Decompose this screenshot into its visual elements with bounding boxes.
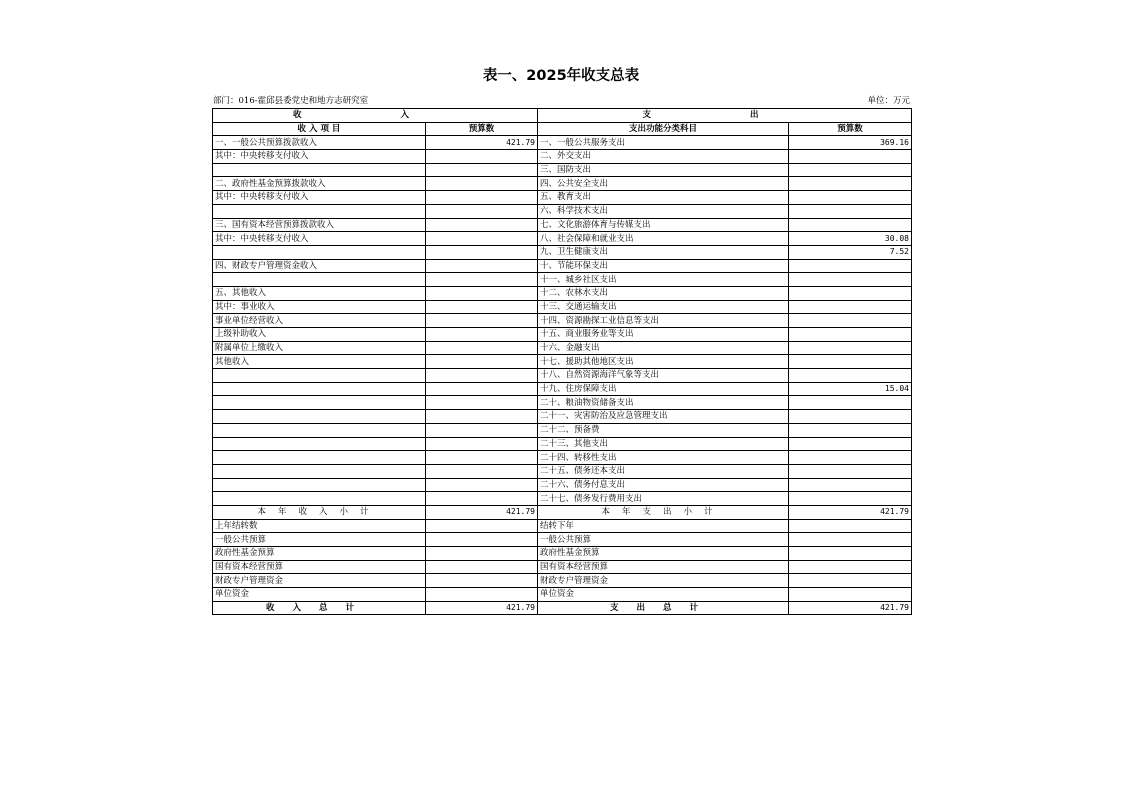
- expense-item: 二十七、债务发行费用支出: [538, 492, 789, 506]
- expense-item: 十七、援助其他地区支出: [538, 355, 789, 369]
- expense-item: 三、国防支出: [538, 163, 789, 177]
- table-row: [213, 177, 912, 191]
- income-item: 四、财政专户管理资金收入: [213, 259, 426, 273]
- income-value: [426, 369, 538, 383]
- table-row: [213, 191, 912, 205]
- income-item: [213, 410, 426, 424]
- income-item: [213, 464, 426, 478]
- expense-value: [789, 410, 912, 424]
- income-value: [426, 355, 538, 369]
- income-item: [213, 163, 426, 177]
- expense-item: 十八、自然资源海洋气象等支出: [538, 369, 789, 383]
- expense-value: [789, 341, 912, 355]
- income-subtotal-label: 本年收入小计: [213, 505, 426, 519]
- income-item: [213, 369, 426, 383]
- department-label: 部门：016-霍邱县委党史和地方志研究室: [213, 96, 369, 106]
- expense-budget-header: 预算数: [789, 122, 912, 136]
- expense-item: 四、公共安全支出: [538, 177, 789, 191]
- expense-value: [789, 328, 912, 342]
- carry-income-item: 一般公共预算: [213, 533, 426, 547]
- budget-summary-table: [212, 108, 912, 615]
- expense-value: [789, 218, 912, 232]
- income-item: 其他收入: [213, 355, 426, 369]
- expense-subtotal-label: 本年支出小计: [538, 505, 789, 519]
- expense-value: [789, 478, 912, 492]
- income-item: [213, 478, 426, 492]
- table-row: [213, 423, 912, 437]
- expense-value: [789, 423, 912, 437]
- carry-row: [213, 519, 912, 533]
- expense-item: 十九、住房保障支出: [538, 382, 789, 396]
- table-row: [213, 396, 912, 410]
- table-row: [213, 218, 912, 232]
- table-body: [213, 109, 912, 615]
- expense-item: 九、卫生健康支出: [538, 245, 789, 259]
- income-item: [213, 492, 426, 506]
- income-value: [426, 273, 538, 287]
- income-value: [426, 191, 538, 205]
- expense-total-value: 421.79: [789, 601, 912, 615]
- income-budget-header: 预算数: [426, 122, 538, 136]
- income-value: [426, 218, 538, 232]
- carry-income-value: [426, 533, 538, 547]
- carry-income-value: [426, 519, 538, 533]
- income-item: 其中：事业收入: [213, 300, 426, 314]
- income-item: 五、其他收入: [213, 286, 426, 300]
- carry-expense-value: [789, 547, 912, 561]
- expense-value: [789, 286, 912, 300]
- income-value: [426, 341, 538, 355]
- expense-subtotal-value: 421.79: [789, 505, 912, 519]
- carry-expense-value: [789, 560, 912, 574]
- carry-income-value: [426, 574, 538, 588]
- income-value: [426, 492, 538, 506]
- income-item-header: 收 入 项 目: [213, 122, 426, 136]
- expense-value: [789, 396, 912, 410]
- expense-item: 七、文化旅游体育与传媒支出: [538, 218, 789, 232]
- subtotal-row: [213, 505, 912, 519]
- income-item: [213, 273, 426, 287]
- table-row: [213, 232, 912, 246]
- expense-item: 十三、交通运输支出: [538, 300, 789, 314]
- carry-row: [213, 533, 912, 547]
- income-header: 收 入: [213, 109, 538, 123]
- page-title: 表一、2025年收支总表: [482, 68, 640, 84]
- income-value: 421.79: [426, 136, 538, 150]
- table-row: [213, 286, 912, 300]
- expense-value: [789, 355, 912, 369]
- income-item: [213, 396, 426, 410]
- expense-item: 十六、金融支出: [538, 341, 789, 355]
- expense-value: [789, 451, 912, 465]
- carry-expense-item: 政府性基金预算: [538, 547, 789, 561]
- income-value: [426, 451, 538, 465]
- income-total-value: 421.79: [426, 601, 538, 615]
- carry-expense-item: 一般公共预算: [538, 533, 789, 547]
- income-item: [213, 437, 426, 451]
- carry-income-value: [426, 588, 538, 602]
- income-value: [426, 396, 538, 410]
- expense-value: [789, 300, 912, 314]
- income-value: [426, 245, 538, 259]
- table-row: [213, 328, 912, 342]
- expense-value: [789, 150, 912, 164]
- table-row: [213, 314, 912, 328]
- income-value: [426, 259, 538, 273]
- carry-expense-value: [789, 574, 912, 588]
- income-item: 三、国有资本经营预算拨款收入: [213, 218, 426, 232]
- unit-label: 单位：万元: [867, 96, 910, 106]
- expense-item: 二、外交支出: [538, 150, 789, 164]
- carry-row: [213, 560, 912, 574]
- expense-value: [789, 437, 912, 451]
- carry-row: [213, 588, 912, 602]
- table-row: [213, 163, 912, 177]
- table-row: [213, 410, 912, 424]
- income-item: 其中：中央转移支付收入: [213, 232, 426, 246]
- table-row: [213, 369, 912, 383]
- expense-item: 十四、资源勘探工业信息等支出: [538, 314, 789, 328]
- income-item: 上级补助收入: [213, 328, 426, 342]
- income-subtotal-value: 421.79: [426, 505, 538, 519]
- expense-value: [789, 464, 912, 478]
- expense-item: 二十四、转移性支出: [538, 451, 789, 465]
- income-value: [426, 410, 538, 424]
- income-value: [426, 300, 538, 314]
- income-item: [213, 382, 426, 396]
- carry-expense-value: [789, 519, 912, 533]
- expense-value: 30.08: [789, 232, 912, 246]
- carry-expense-value: [789, 533, 912, 547]
- expense-value: 7.52: [789, 245, 912, 259]
- expense-item: 十二、农林水支出: [538, 286, 789, 300]
- income-item: [213, 204, 426, 218]
- expense-value: [789, 492, 912, 506]
- expense-item: 五、教育支出: [538, 191, 789, 205]
- table-row: [213, 355, 912, 369]
- expense-item: 二十、粮油物资储备支出: [538, 396, 789, 410]
- income-value: [426, 464, 538, 478]
- header-row-2: [213, 122, 912, 136]
- expense-item: 十、节能环保支出: [538, 259, 789, 273]
- expense-item-header: 支出功能分类科目: [538, 122, 789, 136]
- income-value: [426, 382, 538, 396]
- carry-expense-value: [789, 588, 912, 602]
- expense-item: 二十六、债务付息支出: [538, 478, 789, 492]
- expense-header: 支 出: [538, 109, 912, 123]
- income-item: [213, 451, 426, 465]
- expense-value: [789, 369, 912, 383]
- expense-item: 二十一、灾害防治及应急管理支出: [538, 410, 789, 424]
- expense-value: [789, 177, 912, 191]
- table-row: [213, 204, 912, 218]
- table-row: [213, 273, 912, 287]
- income-value: [426, 423, 538, 437]
- carry-income-item: 上年结转数: [213, 519, 426, 533]
- expense-item: 六、科学技术支出: [538, 204, 789, 218]
- total-row: [213, 601, 912, 615]
- table-row: [213, 451, 912, 465]
- income-total-label: 收入总计: [213, 601, 426, 615]
- expense-item: 十一、城乡社区支出: [538, 273, 789, 287]
- carry-expense-item: 结转下年: [538, 519, 789, 533]
- income-value: [426, 286, 538, 300]
- table-row: [213, 478, 912, 492]
- expense-value: [789, 273, 912, 287]
- income-item: 附属单位上缴收入: [213, 341, 426, 355]
- table-row: [213, 341, 912, 355]
- carry-row: [213, 547, 912, 561]
- carry-income-item: 国有资本经营预算: [213, 560, 426, 574]
- expense-item: 二十三、其他支出: [538, 437, 789, 451]
- carry-expense-item: 财政专户管理资金: [538, 574, 789, 588]
- carry-income-item: 财政专户管理资金: [213, 574, 426, 588]
- table-row: [213, 300, 912, 314]
- income-item: 事业单位经营收入: [213, 314, 426, 328]
- expense-item: 二十五、债务还本支出: [538, 464, 789, 478]
- expense-value: 369.16: [789, 136, 912, 150]
- expense-total-label: 支出总计: [538, 601, 789, 615]
- income-item: 其中：中央转移支付收入: [213, 150, 426, 164]
- table-row: [213, 464, 912, 478]
- table-row: [213, 492, 912, 506]
- income-item: 二、政府性基金预算拨款收入: [213, 177, 426, 191]
- income-value: [426, 232, 538, 246]
- income-value: [426, 150, 538, 164]
- income-item: [213, 423, 426, 437]
- carry-income-value: [426, 560, 538, 574]
- income-value: [426, 204, 538, 218]
- income-item: [213, 245, 426, 259]
- table-row: [213, 437, 912, 451]
- table-row: [213, 136, 912, 150]
- income-value: [426, 328, 538, 342]
- carry-expense-item: 国有资本经营预算: [538, 560, 789, 574]
- expense-value: [789, 191, 912, 205]
- expense-item: 十五、商业服务业等支出: [538, 328, 789, 342]
- income-value: [426, 177, 538, 191]
- income-value: [426, 314, 538, 328]
- income-value: [426, 437, 538, 451]
- expense-value: 15.04: [789, 382, 912, 396]
- expense-value: [789, 204, 912, 218]
- expense-item: 二十二、预备费: [538, 423, 789, 437]
- income-item: 其中：中央转移支付收入: [213, 191, 426, 205]
- carry-income-item: 单位资金: [213, 588, 426, 602]
- header-row-1: [213, 109, 912, 123]
- income-value: [426, 163, 538, 177]
- expense-item: 一、一般公共服务支出: [538, 136, 789, 150]
- income-item: 一、一般公共预算拨款收入: [213, 136, 426, 150]
- carry-row: [213, 574, 912, 588]
- carry-expense-item: 单位资金: [538, 588, 789, 602]
- table-row: [213, 245, 912, 259]
- table-row: [213, 150, 912, 164]
- table-row: [213, 382, 912, 396]
- carry-income-value: [426, 547, 538, 561]
- expense-value: [789, 259, 912, 273]
- expense-item: 八、社会保障和就业支出: [538, 232, 789, 246]
- table-row: [213, 259, 912, 273]
- carry-income-item: 政府性基金预算: [213, 547, 426, 561]
- income-value: [426, 478, 538, 492]
- expense-value: [789, 314, 912, 328]
- expense-value: [789, 163, 912, 177]
